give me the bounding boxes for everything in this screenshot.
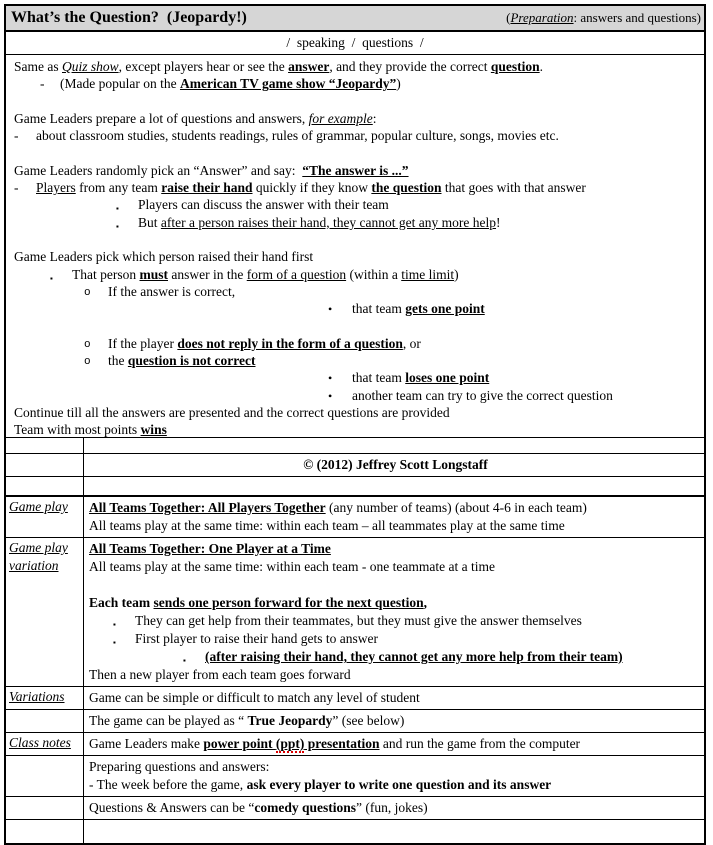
text-segment: ! [496,214,501,230]
text-segment: presentation [304,736,380,751]
text-line [12,179,702,196]
text-segment: Then a new player from each team goes forward [89,667,351,682]
text-segment: That person [72,266,140,282]
text-line [12,110,702,127]
text-segment: ( [506,10,511,25]
text-segment: Preparation [510,10,574,25]
empty-row [6,437,704,453]
empty-row [6,476,704,495]
text-segment: They can get help from their teammates, but they must give the answer themselves [135,613,582,628]
text-segment: , [423,595,428,610]
text-segment: First player to raise their hand gets to answer [135,631,378,646]
row-label-cell [6,538,84,686]
text-segment: : [372,110,377,126]
text-segment: Variations [9,689,65,704]
preparing-questions-row [6,755,704,796]
circle-bullet-icon: o [84,338,91,351]
text-line [9,498,81,516]
text-segment: must [139,266,168,282]
text-segment: Game Leaders make [89,736,204,751]
dash-marker: - [14,180,19,196]
text-segment: Game Leaders randomly pick an “Answer” and say: [14,162,303,178]
text-segment: Game Leaders pick which person raised their hand first [14,249,314,265]
row-content-cell [84,454,704,476]
text-line [12,404,702,421]
row-label-cell [6,497,84,537]
row-content-cell [84,710,704,732]
text-segment: variation [9,558,59,573]
text-segment: . [539,59,544,74]
text-segment: Players [36,180,76,196]
text-segment: Continue till all the answers are presented and the correct questions are provided [14,404,450,420]
row-content-cell [84,756,704,796]
text-segment: All Teams Together: All Players Together [89,500,326,515]
copyright-row [6,453,704,476]
text-segment: about classroom studies, students readings, rules of grammar, popular culture, songs, movies etc. [36,128,559,144]
text-line [89,558,702,576]
text-segment: ” (fun, jokes) [355,800,428,815]
square-bullet-icon: ▪ [116,221,119,231]
round-bullet-icon: • [328,302,333,317]
text-segment: : answers and questions) [573,10,701,25]
square-bullet-icon: ▪ [113,638,116,647]
row-content-cell [84,820,704,843]
text-line [12,335,702,352]
row-label-cell [6,756,84,796]
text-line [12,369,702,386]
text-segment: All teams play at the same time: within each team - one teammate at a time [89,559,495,574]
text-segment: answer [288,59,330,74]
text-segment: raise their hand [161,180,253,196]
text-line [12,75,702,92]
text-segment: Same as [14,59,62,74]
row-content-cell [84,538,704,686]
text-segment: All Teams Together: One Player at a Time [89,541,331,556]
rules-text-cell [6,55,704,437]
text-segment: , or [402,335,421,351]
text-segment: Class notes [9,735,71,750]
text-line [9,688,81,706]
text-line [89,689,702,707]
text-segment: wins [140,422,167,438]
row-content-cell [84,733,704,755]
text-line [89,648,702,666]
text-line [12,352,702,369]
text-line [12,196,702,213]
page-title: What’s the Question? (Jeopardy!) [11,9,247,26]
text-segment: Questions & Answers can be “ [89,800,255,815]
text-segment: another team can try to give the correct question [352,387,613,403]
text-line [89,612,702,630]
comedy-questions-row [6,796,704,819]
square-bullet-icon: ▪ [183,656,186,665]
row-label-cell [6,710,84,732]
text-segment: question is not correct [127,353,256,369]
text-segment: (after raising their hand, they cannot get any more help from their team) [205,649,623,664]
text-segment: ) [454,266,459,282]
text-segment: loses one point [405,370,490,386]
text-segment: , except players hear or see the [118,59,289,74]
text-line [12,266,702,283]
text-line [89,594,702,612]
text-line [89,776,702,794]
text-segment: from any team [75,180,162,196]
text-segment: power point [203,736,276,751]
text-segment: comedy questions [254,800,356,815]
text-segment: (any number of teams) (about 4-6 in each team) [325,500,587,515]
game-play-row [6,495,704,537]
circle-bullet-icon: o [84,286,91,299]
text-line [9,539,81,557]
text-line [12,300,702,317]
text-line [89,456,702,474]
text-segment: Team with most points [14,422,141,438]
row-label-cell [6,797,84,819]
true-jeopardy-row [6,709,704,732]
text-line [89,666,702,684]
preparation-note [506,10,701,26]
text-segment: time limit [401,266,455,282]
text-line [89,499,702,517]
text-segment: that goes with that answer [441,180,586,196]
row-label-cell [6,438,84,453]
text-line [12,127,702,144]
text-line [12,58,702,75]
row-label-cell [6,687,84,709]
text-segment: that team [352,301,406,317]
row-content-cell [84,497,704,537]
text-line [12,283,702,300]
row-label-cell [6,477,84,495]
text-segment: ” (see below) [332,713,405,728]
text-segment: “The answer is ...” [302,162,409,178]
header-row [6,6,704,32]
text-segment: Game Leaders prepare a lot of questions and answers, [14,110,309,126]
text-line [89,735,702,753]
text-segment: Preparing questions and answers: [89,759,270,774]
text-segment: ask every player to write one question and its answer [246,777,552,792]
text-segment: question [490,59,540,74]
text-line [12,421,702,438]
text-segment: for example [308,110,373,126]
text-segment: (ppt) [275,736,305,751]
text-line [89,540,702,558]
text-segment: Game play [9,499,68,514]
class-notes-row [6,732,704,755]
text-segment: True Jeopardy [247,713,333,728]
text-line [89,517,702,535]
game-play-variation-row [6,537,704,686]
round-bullet-icon: • [328,371,333,386]
text-line [12,93,702,110]
text-line [12,231,702,248]
text-segment: the question [371,180,442,196]
text-segment: , and they provide the correct [329,59,491,74]
row-content-cell [84,438,704,453]
text-segment: © (2012) Jeffrey Scott Longstaff [303,457,488,472]
text-line [89,712,702,730]
text-line [89,630,702,648]
text-line [89,758,702,776]
text-segment: Game play [9,540,68,555]
square-bullet-icon: ▪ [50,273,53,283]
row-content-cell [84,477,704,495]
text-line [89,576,702,594]
text-segment: sends one person forward for the next question [153,595,424,610]
text-line [12,162,702,179]
dash-marker: - [40,76,45,92]
text-segment: American TV game show “Jeopardy” [179,76,397,92]
text-segment: that team [352,370,406,386]
text-segment: If the answer is correct, [108,283,236,299]
text-line [9,734,81,752]
text-line [89,799,702,817]
text-segment: Quiz show [62,59,119,74]
variations-row [6,686,704,709]
row-label-cell [6,820,84,843]
text-segment: ) [396,76,401,92]
text-segment: The game can be played as “ [89,713,248,728]
dash-marker: - [14,128,19,144]
text-segment: - The week before the game, [89,777,247,792]
row-content-cell [84,687,704,709]
text-segment: (Made popular on the [60,76,180,92]
text-segment: after a person raises their hand, they cannot get any more help [160,214,497,230]
row-content-cell [84,797,704,819]
text-line [9,557,81,575]
text-segment: Each team [89,595,154,610]
text-segment: answer in the [168,266,247,282]
circle-bullet-icon: o [84,356,91,369]
row-label-cell [6,454,84,476]
text-segment: does not reply in the form of a question [177,335,403,351]
text-segment: and run the game from the computer [379,736,581,751]
topics-row: / speaking / questions / [6,32,704,55]
text-segment: All teams play at the same time: within each team – all teammates play at the same time [89,518,565,533]
square-bullet-icon: ▪ [113,620,116,629]
row-label-cell [6,733,84,755]
text-segment: Players can discuss the answer with their team [138,197,389,213]
text-segment: quickly if they know [252,180,372,196]
square-bullet-icon: ▪ [116,204,119,214]
text-line [12,387,702,404]
text-segment: If the player [108,335,178,351]
text-segment: gets one point [405,301,485,317]
text-segment: Game can be simple or difficult to match any level of student [89,690,420,705]
text-segment: But [138,214,161,230]
text-line [12,144,702,161]
round-bullet-icon: • [328,388,333,403]
text-line [12,317,702,334]
text-line [12,214,702,231]
text-segment: form of a question [246,266,347,282]
text-segment: the [108,353,128,369]
empty-row [6,819,704,843]
text-line [12,248,702,265]
text-segment: (within a [346,266,402,282]
info-table [6,437,704,843]
document-page [4,4,706,845]
